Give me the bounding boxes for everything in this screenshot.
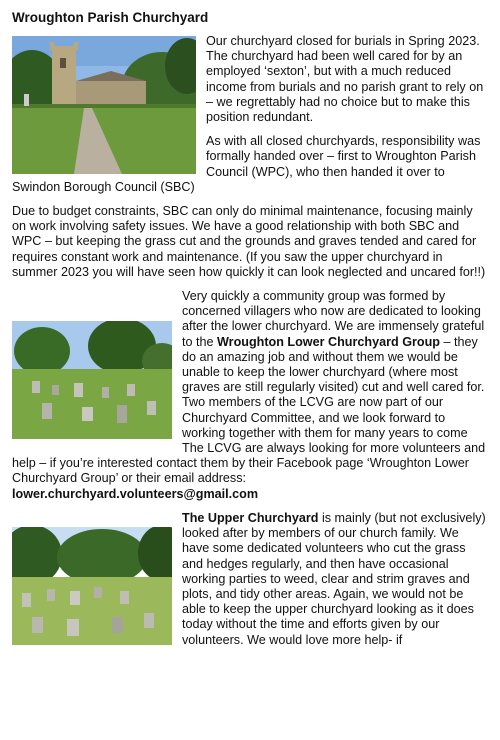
lower-churchyard-section [12,289,488,502]
paragraph-closure: Our churchyard closed for burials in Spring 2023. The churchyard had been well cared for by an employed ‘sexton’, but with a much reduced income from burials and no parish grant to rely on – we regrettably had no choice but to make this position redundant. [206,34,484,125]
paragraph-budget: Due to budget constraints, SBC can only do minimal maintenance, focusing mainly on work involving safety issues. We have a good relationship with both SBC and WPC – but keeping the grass cut and the grounds and graves tended and cared for requires constant work and maintenance. (If you saw the upper churchyard in summer 2023 you will have seen how quickly it can look neglected and uncared for!!) [12,204,486,279]
email-address[interactable]: lower.churchyard.volunteers@gmail.com [12,486,259,501]
newsletter-page [12,10,488,657]
upper-rest-text: is mainly (but not exclusively) looked after by members of our church family. We have some dedicated volunteers who cut the grass and hedges regularly, and then have occasional working parties to weed, clear and strim graves and plots, and tidy other areas. Again, we would not be able to keep the upper churchyard looking as it does today without the time and efforts given by our volunteers. We would love more help- if [182,510,486,647]
upper-churchyard-section [12,511,488,648]
upper-churchyard-heading: The Upper Churchyard [182,510,319,525]
church-tower-photo [12,36,196,174]
page-title: Wroughton Parish Churchyard [12,10,209,25]
lower-churchyard-photo [12,321,172,439]
upper-churchyard-photo [12,527,172,645]
lower-rest-text: – they do an amazing job and without them we would be unable to keep the lower churchyard (where most graves are still regularly visited) cut and well cared for. Two members of the LCVG are now part of our Churchyard Committee, and we look forward to working together with them for many years to come The LCVG are always looking for more volunteers and help – if you’re interested contact them by their Facebook page ‘Wroughton Lower Churchyard Group’ or their email address: [12,334,486,486]
paragraph-responsibility: As with all closed churchyards, responsibility was formally handed over – first to Wroughton Parish Council (WPC), who then handed it over to Swindon Borough Council (SBC) [12,134,481,194]
lower-churchyard-group-name: Wroughton Lower Churchyard Group [217,334,440,349]
lower-intro-text: Very quickly a community group was formed by concerned villagers who now are dedicated to looking after the lower churchyard. We are immensely grateful to the [182,289,485,349]
